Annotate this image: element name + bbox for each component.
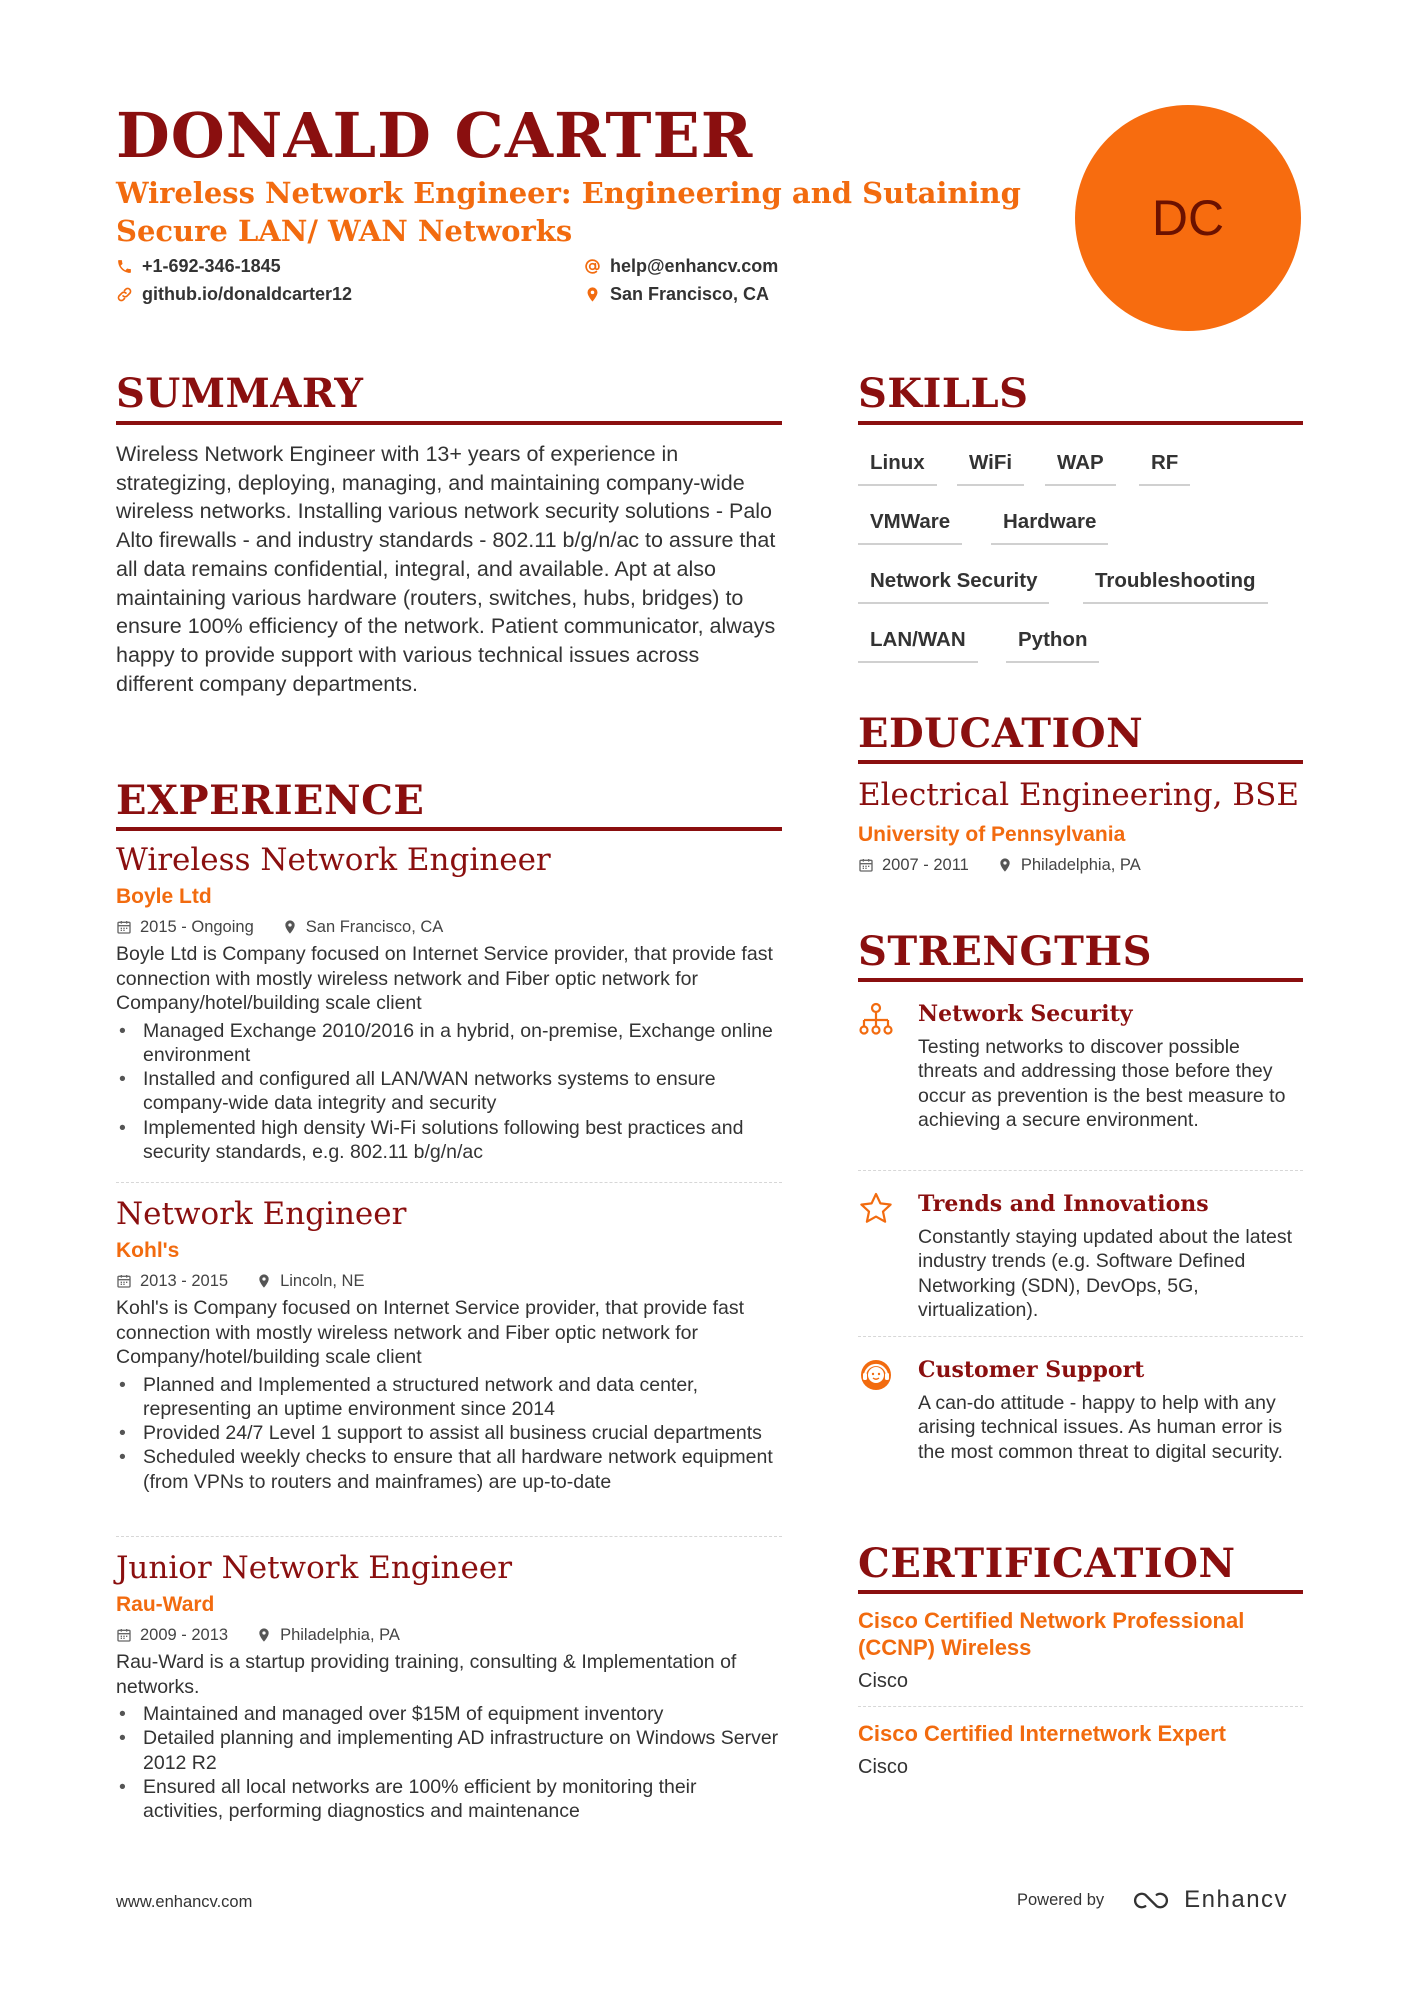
job-entry (116, 1548, 782, 1823)
job-dates-text: 2009 - 2013 (140, 1626, 229, 1644)
education-dates (858, 852, 969, 878)
skill-tag: Hardware (991, 509, 1108, 545)
education-location-text: Philadelphia, PA (1020, 856, 1141, 874)
education-degree: Electrical Engineering, BSE (858, 777, 1299, 813)
education-location (997, 852, 1141, 878)
network-icon (858, 1001, 894, 1037)
job-location (256, 1622, 400, 1648)
strength-description: Constantly staying updated about the latest industry trends (e.g. Software Defined Networking (SDN), DevOps, 5G, virtualization). (918, 1226, 1293, 1321)
skill-tag: WiFi (957, 450, 1024, 486)
skill-tag: Network Security (858, 568, 1049, 604)
headset-icon (858, 1357, 894, 1393)
skill-tag: WAP (1045, 450, 1116, 486)
calendar-icon (116, 919, 132, 935)
skills-heading: SKILLS (858, 370, 1029, 417)
education-school: University of Pennsylvania (858, 823, 1126, 846)
website-text: github.io/donaldcarter12 (142, 284, 353, 304)
skills-rule (858, 421, 1303, 425)
candidate-name: DONALD CARTER (116, 99, 754, 172)
education-heading: EDUCATION (858, 710, 1144, 757)
strength-description: A can-do attitude - happy to help with any arising technical issues. As human error is the most common threat to digital security. (918, 1392, 1283, 1463)
education-rule (858, 760, 1303, 764)
divider (858, 1170, 1303, 1171)
job-dates (116, 1268, 228, 1294)
avatar (1075, 105, 1301, 331)
contact-location (584, 284, 769, 305)
job-company: Boyle Ltd (116, 885, 212, 908)
job-bullet: • Managed Exchange 2010/2016 in a hybrid, on-premise, Exchange online environment (116, 1019, 782, 1068)
job-meta (116, 1622, 782, 1648)
skill-tag: Troubleshooting (1083, 568, 1268, 604)
education-dates-text: 2007 - 2011 (882, 856, 969, 874)
contact-website[interactable] (116, 284, 352, 305)
email-text: help@enhancv.com (610, 256, 779, 276)
job-bullet: • Scheduled weekly checks to ensure that all hardware network equipment (from VPNs to routers and mainframes) are up-to-date (116, 1445, 782, 1494)
strength-title: Customer Support (918, 1357, 1145, 1383)
location-pin-icon (584, 286, 601, 303)
job-company: Rau-Ward (116, 1593, 215, 1616)
job-description: Kohl's is Company focused on Internet Service provider, that provide fast connection with mostly wireless network and Fiber optic network for Company/hotel/building scale client (116, 1297, 745, 1368)
skill-tag: LAN/WAN (858, 627, 978, 663)
certification-rule (858, 1590, 1303, 1594)
job-meta (116, 914, 782, 940)
job-bullet: • Planned and Implemented a structured network and data center, representing an uptime environment since 2014 (116, 1373, 782, 1422)
contact-email[interactable] (584, 256, 778, 277)
location-pin-icon (282, 919, 298, 935)
divider (116, 1536, 782, 1537)
certification-name: Cisco Certified Internetwork Expert (858, 1721, 1226, 1746)
title-line-1: Wireless Network Engineer: Engineering and Sutaining (116, 176, 1021, 210)
location-pin-icon (256, 1627, 272, 1643)
calendar-icon (858, 857, 874, 873)
brand-logo[interactable] (1128, 1886, 1288, 1914)
location-pin-icon (997, 857, 1013, 873)
job-description: Boyle Ltd is Company focused on Internet Service provider, that provide fast connection with mostly wireless network and Fiber optic network for Company/hotel/building scale client (116, 943, 773, 1014)
job-dates (116, 1622, 228, 1648)
experience-heading: EXPERIENCE (116, 777, 425, 824)
enhancv-logo-icon (1128, 1889, 1174, 1912)
star-icon (858, 1191, 894, 1227)
location-text: San Francisco, CA (610, 284, 770, 304)
job-dates-text: 2013 - 2015 (140, 1272, 229, 1290)
phone-text: +1-692-346-1845 (142, 256, 281, 276)
avatar-initials: DC (1151, 190, 1225, 246)
experience-rule (116, 827, 782, 831)
summary-heading: SUMMARY (116, 370, 364, 417)
job-location (282, 914, 444, 940)
job-entry (116, 840, 782, 1164)
contact-phone[interactable] (116, 256, 281, 277)
strength-title: Network Security (918, 1001, 1133, 1027)
job-location-text: Philadelphia, PA (280, 1626, 400, 1644)
phone-icon (116, 258, 133, 275)
divider (858, 1706, 1303, 1707)
footer-branding (1017, 1886, 1288, 1914)
strengths-rule (858, 978, 1303, 982)
job-dates-text: 2015 - Ongoing (140, 918, 254, 936)
job-company: Kohl's (116, 1239, 180, 1262)
skill-tag: Linux (858, 450, 937, 486)
strength-title: Trends and Innovations (918, 1191, 1209, 1217)
job-location (256, 1268, 364, 1294)
strength-description: Testing networks to discover possible threats and addressing those before they occur as prevention is the best measure to achieving a secure environment. (918, 1036, 1286, 1131)
title-line-2: Secure LAN/ WAN Networks (116, 214, 573, 248)
job-meta (116, 1268, 782, 1294)
strengths-heading: STRENGTHS (858, 928, 1153, 975)
job-description: Rau-Ward is a startup providing training, consulting & Implementation of networks. (116, 1651, 737, 1698)
certification-name: Cisco Certified Network Professional (CCNP) Wireless (858, 1608, 1245, 1660)
certification-heading: CERTIFICATION (858, 1540, 1236, 1587)
calendar-icon (116, 1273, 132, 1289)
job-dates (116, 914, 254, 940)
powered-by-text: Powered by (1017, 1890, 1105, 1909)
summary-text: Wireless Network Engineer with 13+ years of experience in strategizing, deploying, managing, and maintaining company-wide wireless networks. Installing various network security solutions - Palo Alto firewalls - and industry standards - 802.11 b/g/n/ac to assure that all data remains confidential, integral, and available. Apt at also maintaining various hardware (routers, switches, hubs, bridges) to ensure 100% efficiency of the network. Patient communicator, always happy to provide support with various technical issues across different company departments. (116, 442, 776, 696)
job-title: Wireless Network Engineer (116, 842, 551, 878)
divider (116, 1182, 782, 1183)
candidate-title (116, 174, 1036, 250)
calendar-icon (116, 1627, 132, 1643)
certification-issuer: Cisco (858, 1756, 909, 1778)
at-icon (584, 258, 601, 275)
job-bullets (116, 1019, 782, 1165)
job-bullet: • Installed and configured all LAN/WAN networks systems to ensure company-wide data integrity and security (116, 1067, 782, 1116)
certification-issuer: Cisco (858, 1670, 909, 1692)
job-bullet: • Detailed planning and implementing AD infrastructure on Windows Server 2012 R2 (116, 1726, 782, 1775)
skill-tag: VMWare (858, 509, 962, 545)
location-pin-icon (256, 1273, 272, 1289)
job-entry (116, 1194, 782, 1494)
job-bullet: • Maintained and managed over $15M of equipment inventory (116, 1702, 782, 1726)
job-location-text: Lincoln, NE (280, 1272, 365, 1290)
footer-website[interactable]: www.enhancv.com (116, 1893, 253, 1911)
divider (858, 1336, 1303, 1337)
education-meta (858, 852, 1141, 878)
job-title: Junior Network Engineer (116, 1550, 513, 1586)
job-bullets (116, 1373, 782, 1494)
job-bullet: • Implemented high density Wi-Fi solutions following best practices and security standards, e.g. 802.11 b/g/n/ac (116, 1116, 782, 1165)
job-title: Network Engineer (116, 1196, 407, 1232)
job-bullets (116, 1702, 782, 1823)
summary-rule (116, 421, 782, 425)
job-location-text: San Francisco, CA (305, 918, 444, 936)
job-bullet: • Provided 24/7 Level 1 support to assist all business crucial departments (116, 1421, 782, 1445)
job-bullet: • Ensured all local networks are 100% efficient by monitoring their activities, performing diagnostics and maintenance (116, 1775, 782, 1824)
link-icon (116, 286, 133, 303)
skill-tag: RF (1139, 450, 1190, 486)
brand-name: Enhancv (1184, 1886, 1289, 1913)
skill-tag: Python (1006, 627, 1099, 663)
